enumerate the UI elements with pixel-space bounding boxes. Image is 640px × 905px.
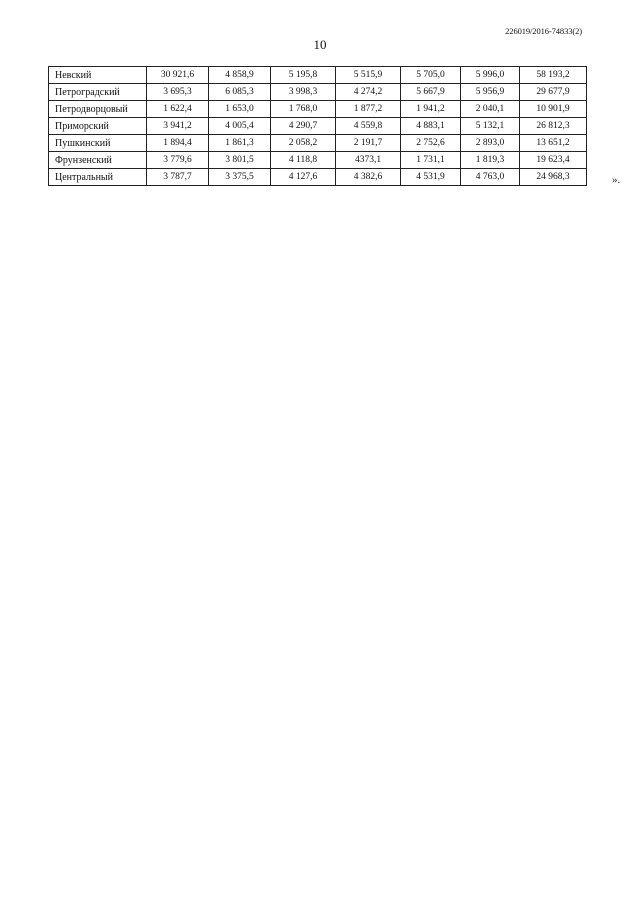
value-cell: 5 132,1 — [461, 118, 520, 135]
value-cell: 4373,1 — [336, 152, 401, 169]
table-row — [49, 169, 587, 186]
value-cell: 30 921,6 — [147, 67, 209, 84]
district-name-cell: Невский — [49, 67, 147, 84]
value-cell: 4 118,8 — [271, 152, 336, 169]
district-name-cell: Центральный — [49, 169, 147, 186]
district-name-cell: Петроградский — [49, 84, 147, 101]
value-cell: 4 883,1 — [401, 118, 461, 135]
value-cell: 5 515,9 — [336, 67, 401, 84]
page-number: 10 — [313, 37, 327, 52]
value-cell: 3 941,2 — [147, 118, 209, 135]
value-cell: 1 877,2 — [336, 101, 401, 118]
value-cell: 5 667,9 — [401, 84, 461, 101]
value-cell: 3 998,3 — [271, 84, 336, 101]
value-cell: 1 731,1 — [401, 152, 461, 169]
value-cell: 1 941,2 — [401, 101, 461, 118]
district-name-cell: Пушкинский — [49, 135, 147, 152]
value-cell: 6 085,3 — [209, 84, 271, 101]
value-cell: 5 956,9 — [461, 84, 520, 101]
value-cell: 58 193,2 — [520, 67, 587, 84]
value-cell: 4 531,9 — [401, 169, 461, 186]
value-cell: 5 705,0 — [401, 67, 461, 84]
value-cell: 1 819,3 — [461, 152, 520, 169]
district-name-cell: Фрунзенский — [49, 152, 147, 169]
value-cell: 3 801,5 — [209, 152, 271, 169]
value-cell: 2 752,6 — [401, 135, 461, 152]
value-cell: 5 996,0 — [461, 67, 520, 84]
table-row — [49, 152, 587, 169]
value-cell: 4 763,0 — [461, 169, 520, 186]
value-cell: 4 382,6 — [336, 169, 401, 186]
district-name-cell: Петродворцовый — [49, 101, 147, 118]
value-cell: 26 812,3 — [520, 118, 587, 135]
value-cell: 1 861,3 — [209, 135, 271, 152]
closing-quote-mark: ». — [612, 174, 621, 186]
table-row — [49, 118, 587, 135]
value-cell: 2 040,1 — [461, 101, 520, 118]
value-cell: 4 005,4 — [209, 118, 271, 135]
value-cell: 3 779,6 — [147, 152, 209, 169]
value-cell: 1 768,0 — [271, 101, 336, 118]
value-cell: 29 677,9 — [520, 84, 587, 101]
value-cell: 10 901,9 — [520, 101, 587, 118]
value-cell: 5 195,8 — [271, 67, 336, 84]
value-cell: 2 893,0 — [461, 135, 520, 152]
value-cell: 4 858,9 — [209, 67, 271, 84]
value-cell: 4 290,7 — [271, 118, 336, 135]
value-cell: 3 787,7 — [147, 169, 209, 186]
value-cell: 3 695,3 — [147, 84, 209, 101]
value-cell: 13 651,2 — [520, 135, 587, 152]
value-cell: 2 058,2 — [271, 135, 336, 152]
value-cell: 1 653,0 — [209, 101, 271, 118]
value-cell: 4 274,2 — [336, 84, 401, 101]
value-cell: 4 559,8 — [336, 118, 401, 135]
table-row — [49, 84, 587, 101]
table-row — [49, 101, 587, 118]
table-row — [49, 135, 587, 152]
district-name-cell: Приморский — [49, 118, 147, 135]
value-cell: 2 191,7 — [336, 135, 401, 152]
value-cell: 1 894,4 — [147, 135, 209, 152]
value-cell: 19 623,4 — [520, 152, 587, 169]
value-cell: 3 375,5 — [209, 169, 271, 186]
value-cell: 24 968,3 — [520, 169, 587, 186]
document-reference-number: 226019/2016-74833(2) — [505, 26, 582, 36]
table-row — [49, 67, 587, 84]
value-cell: 1 622,4 — [147, 101, 209, 118]
value-cell: 4 127,6 — [271, 169, 336, 186]
district-data-table — [48, 66, 587, 186]
